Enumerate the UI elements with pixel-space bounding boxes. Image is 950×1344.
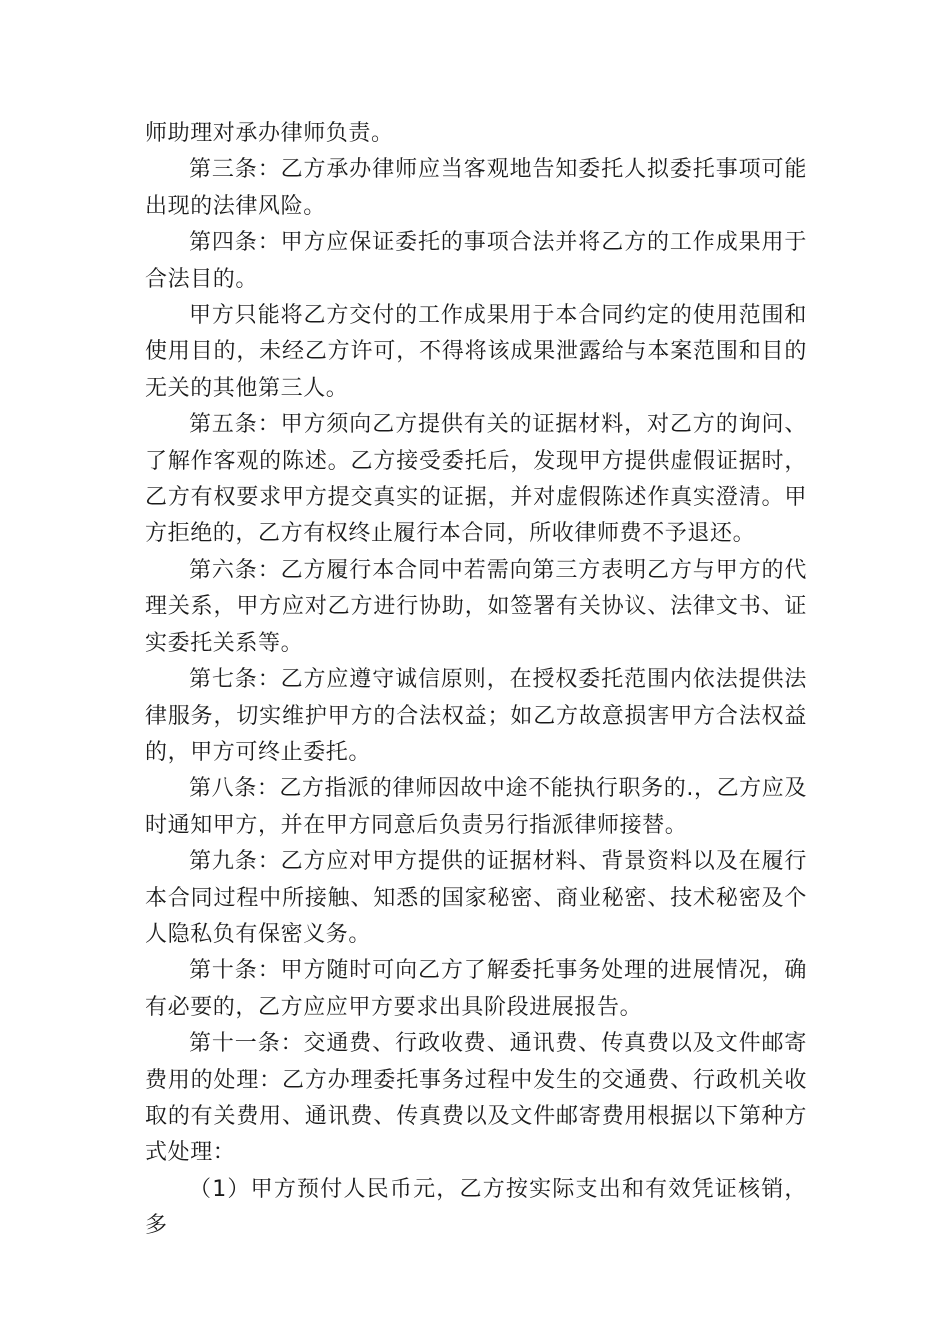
paragraph-article-4-usage: 甲方只能将乙方交付的工作成果用于本合同约定的使用范围和使用目的，未经乙方许可，不得将该成果泄露给与本案范围和目的无关的其他第三人。: [145, 303, 807, 401]
paragraph-article-3: 第三条：乙方承办律师应当客观地告知委托人拟委托事项可能出现的法律风险。: [145, 157, 807, 219]
paragraph-article-5: 第五条：甲方须向乙方提供有关的证据材料，对乙方的询问、了解作客观的陈述。乙方接受委托后，发现甲方提供虚假证据时，乙方有权要求甲方提交真实的证据，并对虚假陈述作真实澄清。甲方拒绝的，乙方有权终止履行本合同，所收律师费不予退还。: [145, 412, 807, 547]
paragraph-article-8: 第八条：乙方指派的律师因故中途不能执行职务的.，乙方应及时通知甲方，并在甲方同意后负责另行指派律师接替。: [145, 776, 807, 838]
paragraph-article-11: 第十一条：交通费、行政收费、通讯费、传真费以及文件邮寄费用的处理：乙方办理委托事务过程中发生的交通费、行政机关收取的有关费用、通讯费、传真费以及文件邮寄费用根据以下第种方式处理：: [145, 1031, 807, 1166]
document-body: [145, 116, 807, 1245]
paragraph-article-7: 第七条：乙方应遵守诚信原则，在授权委托范围内依法提供法律服务，切实维护甲方的合法权益；如乙方故意损害甲方合法权益的，甲方可终止委托。: [145, 667, 807, 765]
paragraph-article-6: 第六条：乙方履行本合同中若需向第三方表明乙方与甲方的代理关系，甲方应对乙方进行协助，如签署有关协议、法律文书、证实委托关系等。: [145, 557, 807, 656]
paragraph-article-9: 第九条：乙方应对甲方提供的证据材料、背景资料以及在履行本合同过程中所接触、知悉的国家秘密、商业秘密、技术秘密及个人隐私负有保密义务。: [145, 849, 807, 947]
paragraph-article-4: 第四条：甲方应保证委托的事项合法并将乙方的工作成果用于合法目的。: [145, 230, 807, 292]
paragraph-item-1: （1）甲方预付人民币元，乙方按实际支出和有效凭证核销，多: [145, 1176, 807, 1239]
paragraph-article-10: 第十条：甲方随时可向乙方了解委托事务处理的进展情况，确有必要的，乙方应应甲方要求出具阶段进展报告。: [145, 958, 807, 1020]
paragraph-continuation: 师助理对承办律师负责。: [145, 121, 394, 146]
